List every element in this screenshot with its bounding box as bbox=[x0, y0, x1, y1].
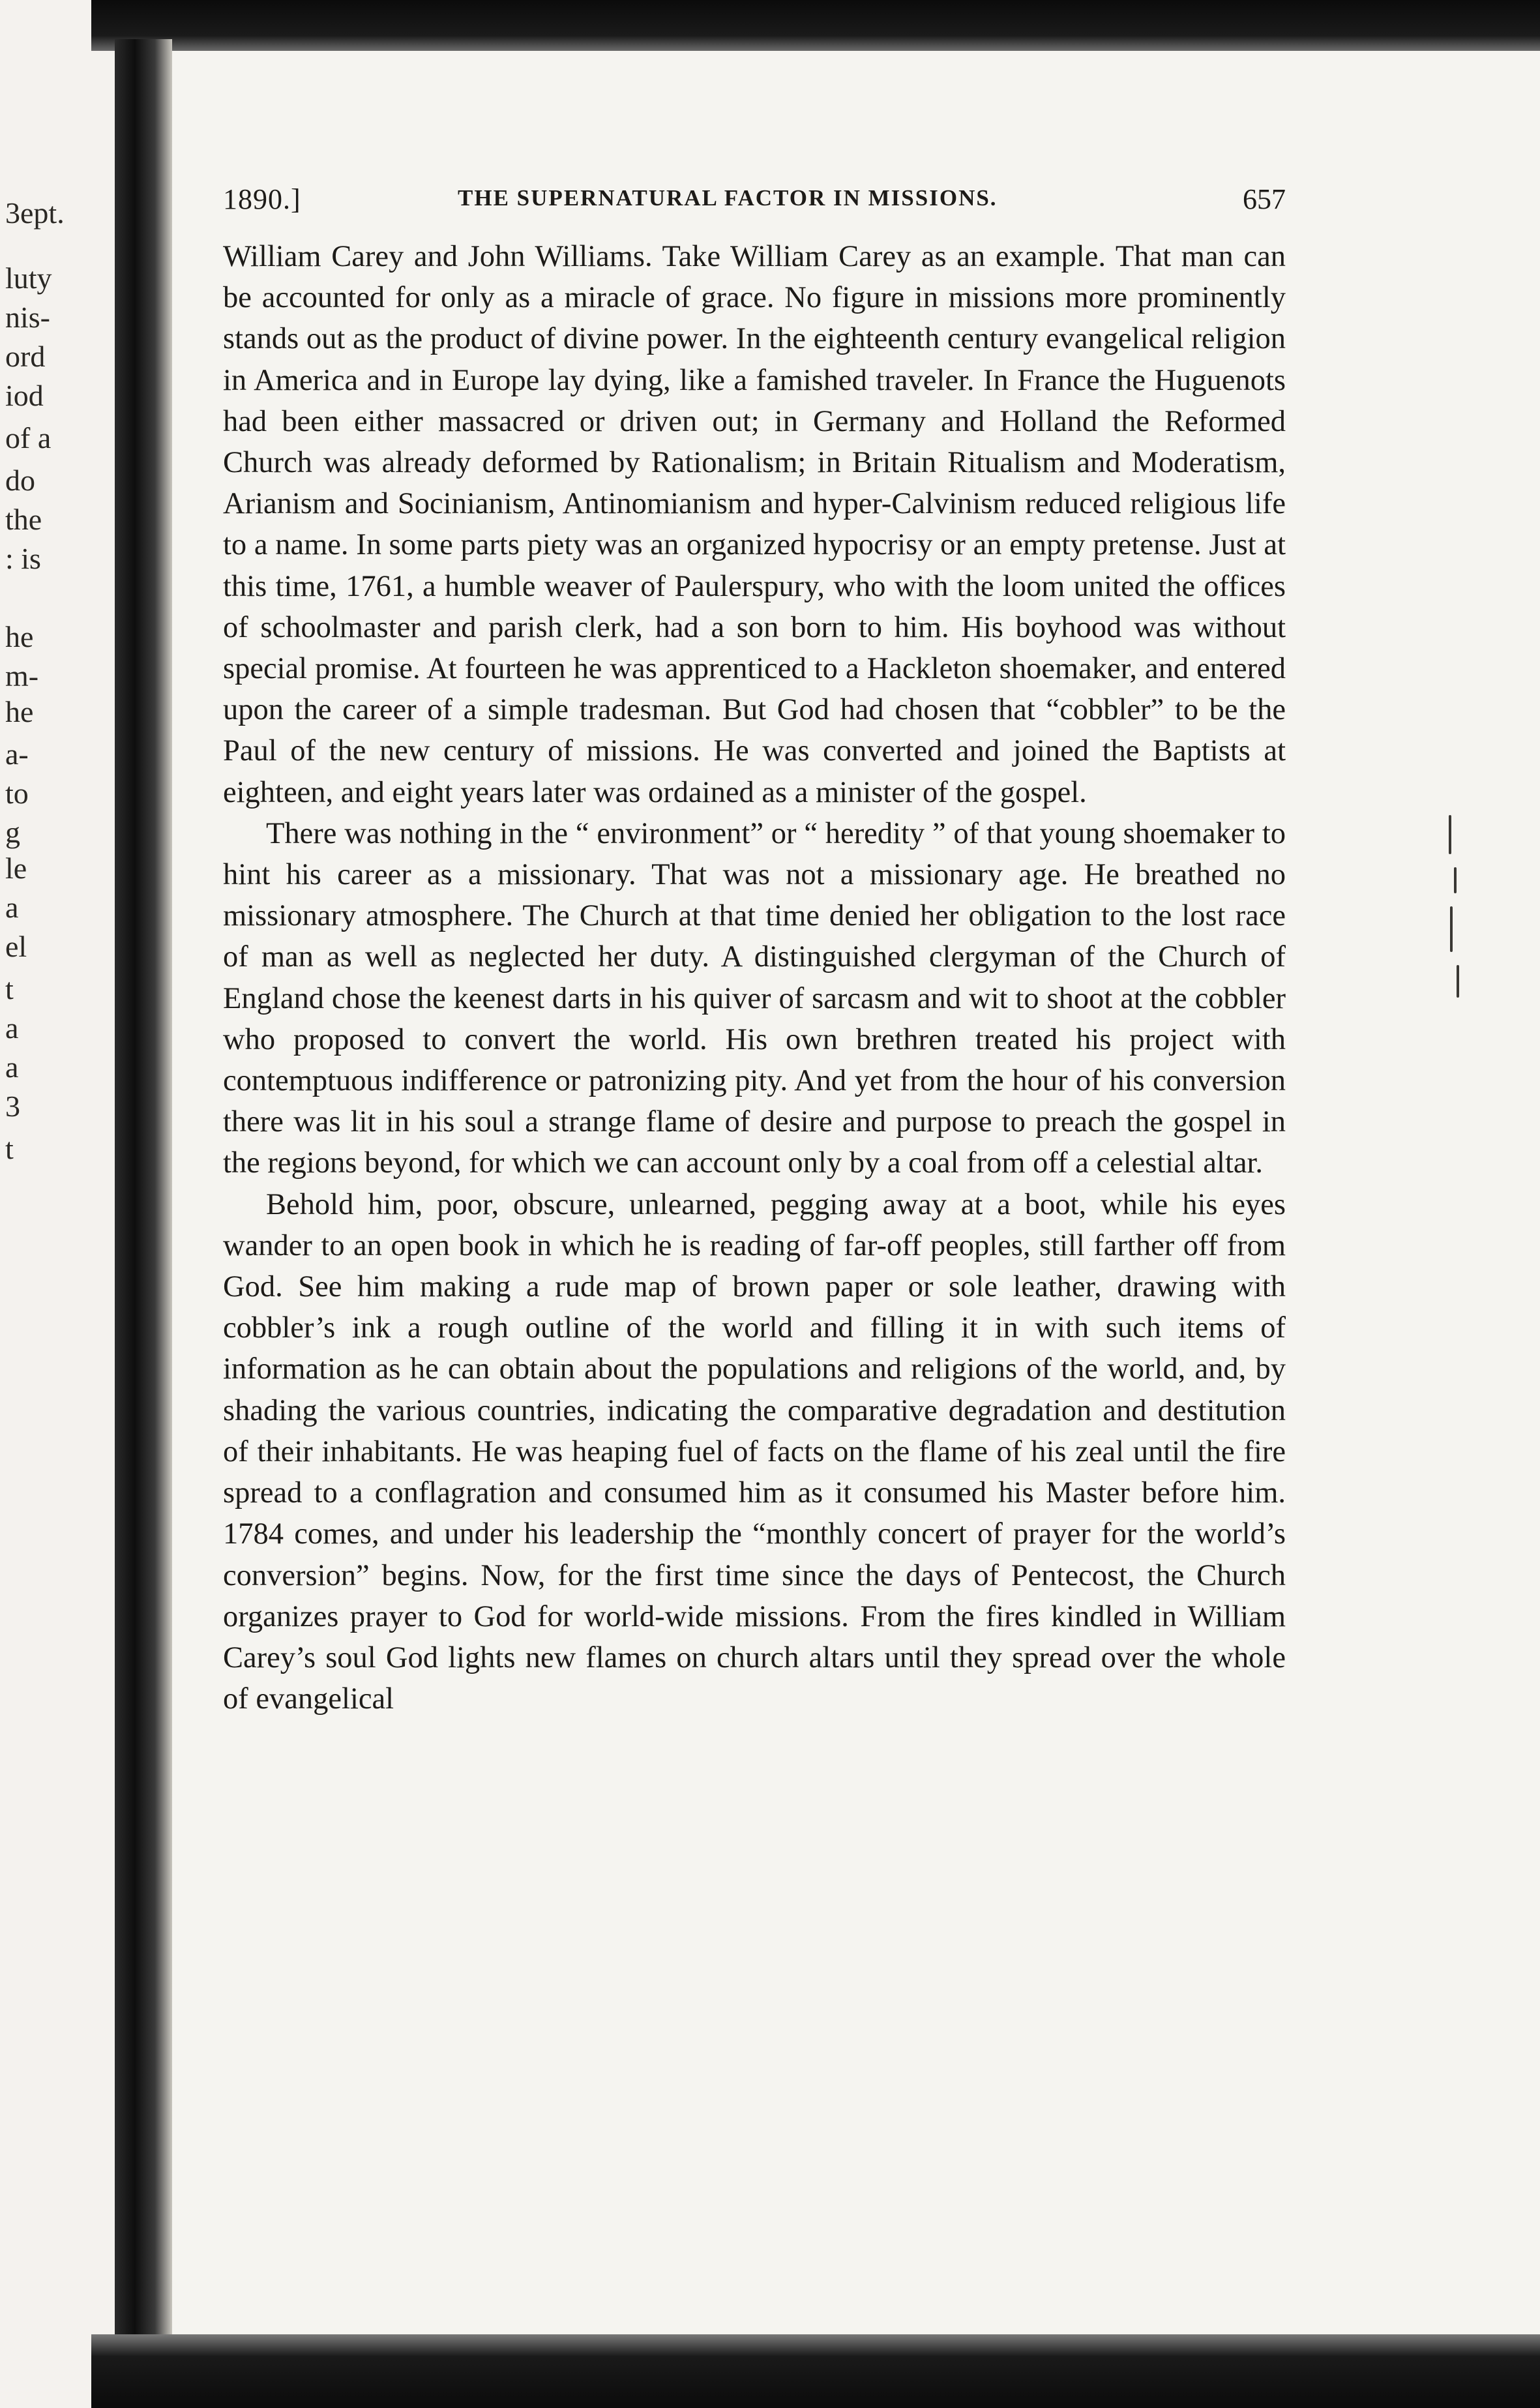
margin-fragment: he bbox=[5, 620, 34, 653]
margin-fragment: to bbox=[5, 777, 29, 810]
margin-fragment: m- bbox=[5, 659, 39, 692]
running-head bbox=[223, 183, 1286, 222]
margin-fragment: el bbox=[5, 930, 27, 963]
ink-specks bbox=[1447, 815, 1473, 1011]
paragraph-1: William Carey and John Williams. Take William Carey as an example. That man can be accounted for only as a miracle of grace. No figure in missions more prominently stands out as the product of divine power. In the eighteenth century evangelical religion in America and in Europe lay dying, like a famished traveler. In France the Huguenots had been either massacred or driven out; in Germany and Holland the Reformed Church was already deformed by Rationalism; in Britain Ritualism and Moderatism, Arianism and Socinianism, Antinomianism and hyper-Calvinism reduced religious life to a name. In some parts piety was an organized hypocrisy or an empty pretense. Just at this time, 1761, a humble weaver of Paulerspury, who with the loom united the offices of schoolmaster and parish clerk, had a son born to him. His boyhood was without special promise. At fourteen he was apprenticed to a Hackleton shoemaker, and entered upon the career of a simple tradesman. But God had chosen that “cobbler” to be the Paul of the new century of missions. He was converted and joined the Baptists at eighteen, and eight years later was ordained as a minister of the gospel. bbox=[223, 240, 1286, 809]
paragraph-3: Behold him, poor, obscure, unlearned, pegging away at a boot, while his eyes wander to an open book in which he is reading of far-off peoples, still farther off from God. See him making a rude map of brown paper or sole leather, drawing with cobbler’s ink a rough outline of the world and filling it in with such items of information as he can obtain about the populations and religions of the world, and, by shading the various countries, indicating the comparative degradation and destitution of their inhabitants. He was heaping fuel of facts on the flame of his zeal until the fire spread to a conflagration and consumed him as it consumed his Master before him. 1784 comes, and under his leadership the “monthly concert of prayer for the world’s conversion” begins. Now, for the first time since the days of Pentecost, the Church organizes prayer to God for world-wide missions. From the fires kindled in William Carey’s soul God lights new flames on church altars until they spread over the whole of evangelical bbox=[223, 1187, 1286, 1716]
scan-shadow-bottom bbox=[91, 2334, 1540, 2408]
margin-fragment: 3 bbox=[5, 1090, 20, 1123]
margin-fragment: g bbox=[5, 816, 20, 849]
margin-fragment: : is bbox=[5, 542, 41, 575]
margin-fragment: a bbox=[5, 891, 19, 924]
margin-fragment: he bbox=[5, 695, 34, 728]
page-number: 657 bbox=[1243, 183, 1286, 215]
margin-fragment: of a bbox=[5, 421, 52, 454]
margin-fragment: a bbox=[5, 1011, 19, 1045]
margin-fragment: a bbox=[5, 1050, 19, 1084]
article-body bbox=[223, 236, 1286, 2225]
margin-fragment: ord bbox=[5, 340, 46, 373]
margin-fragment: luty bbox=[5, 261, 52, 295]
margin-fragment: le bbox=[5, 852, 27, 885]
margin-fragment: the bbox=[5, 503, 42, 536]
paragraph-2: There was nothing in the “ environment” or “ heredity ” of that young shoemaker to hint his career as a missionary. That was not a missionary age. He breathed no missionary atmosphere. The Church at that time denied her obligation to the lost race of man as well as neglected her duty. A distinguished clergyman of the Church of England chose the keenest darts in his quiver of sarcasm and wit to shoot at the cobbler who proposed to convert the world. His own brethren treated his project with contemptuous indifference or patronizing pity. And yet from the hour of his conversion there was lit in his soul a strange flame of desire and purpose to preach the gospel in the regions beyond, for which we can account only by a coal from off a celestial altar. bbox=[223, 816, 1286, 1180]
scan-gutter-shadow bbox=[115, 39, 172, 2408]
margin-fragment: 3ept. bbox=[5, 196, 65, 230]
margin-fragment: t bbox=[5, 972, 14, 1005]
header-title: THE SUPERNATURAL FACTOR IN MISSIONS. bbox=[458, 185, 998, 211]
margin-fragment: nis- bbox=[5, 301, 50, 334]
margin-fragment: a- bbox=[5, 737, 29, 771]
scan-shadow-top bbox=[91, 0, 1540, 51]
margin-fragment: iod bbox=[5, 379, 44, 412]
margin-fragment: do bbox=[5, 464, 35, 497]
margin-fragment: t bbox=[5, 1132, 14, 1165]
facing-page-edge bbox=[0, 0, 115, 2408]
header-date: 1890.] bbox=[223, 183, 301, 215]
